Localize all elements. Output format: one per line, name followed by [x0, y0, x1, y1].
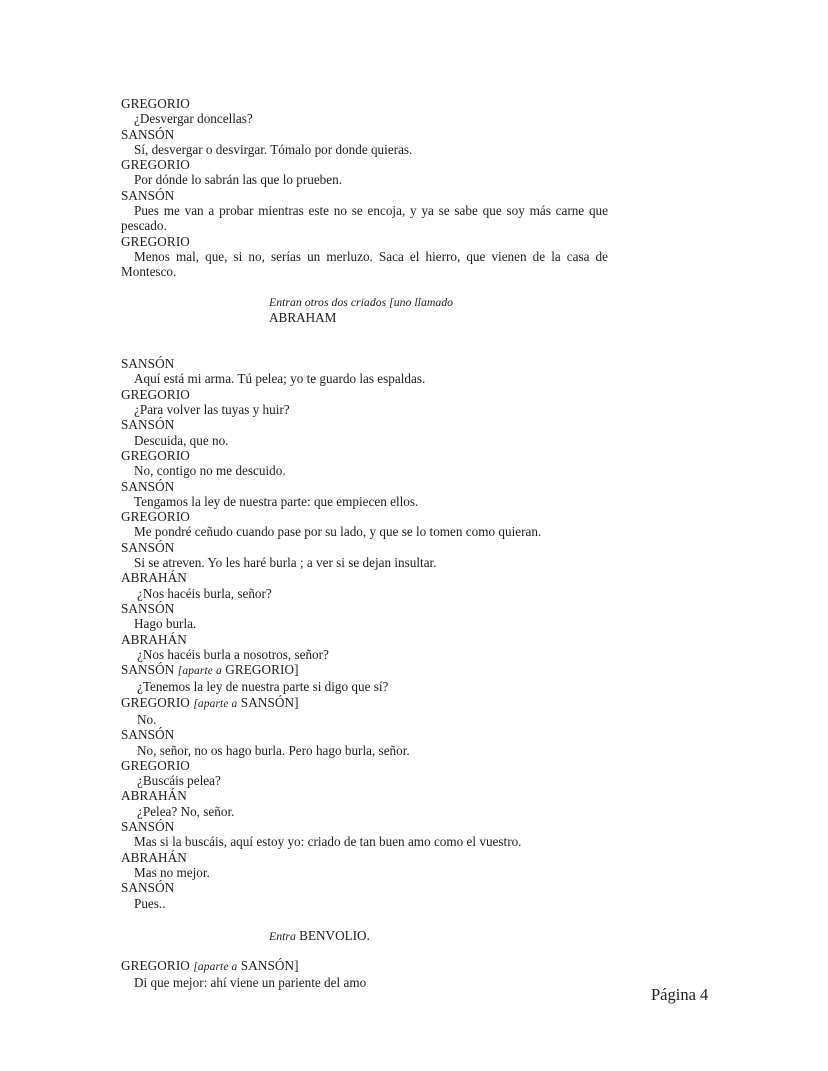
speaker-name: SANSÓN	[121, 417, 175, 433]
speaker-name: SANSÓN	[121, 727, 175, 743]
dialogue-line: Hago burla.	[134, 616, 197, 632]
dialogue-line: ¿Buscáis pelea?	[137, 773, 221, 789]
dialogue-line: Si se atreven. Yo les haré burla ; a ver si se dejan insultar.	[134, 555, 437, 571]
stage-direction	[121, 928, 608, 944]
speaker-name: ABRAHÁN	[121, 631, 187, 647]
dialogue-line: Pues me van a probar mientras este no se encoja, y ya se sabe que soy más carne que pescado.	[121, 203, 608, 234]
speaker-with-aside	[121, 695, 608, 712]
speaker-name: GREGORIO	[121, 958, 190, 974]
speaker-name: SANSÓN	[121, 662, 175, 678]
dialogue-line: Mas no mejor.	[134, 864, 210, 880]
aside-target: SANSÓN]	[240, 694, 299, 710]
aside-target: SANSÓN]	[240, 958, 299, 974]
dialogue-line: Menos mal, que, si no, serías un merluzo. Saca el hierro, que vienen de la casa de Montesco.	[121, 248, 608, 280]
speaker-name: SANSÓN	[121, 356, 175, 372]
aside-direction: [aparte a	[177, 665, 222, 678]
stage-direction-italic: Entra	[269, 928, 296, 943]
dialogue-line: ¿Nos hacéis burla a nosotros, señor?	[137, 646, 329, 662]
dialogue-line: Descuida, que no.	[134, 432, 229, 448]
aside-direction: [aparte a	[193, 697, 238, 710]
page-number: Página 4	[651, 985, 709, 1004]
stage-direction-character: ABRAHAM	[269, 309, 337, 325]
dialogue-line: Me pondré ceñudo cuando pase por su lado, y que se lo tomen como quieran.	[134, 524, 542, 540]
stage-direction-character: BENVOLIO.	[299, 927, 370, 943]
speaker-name: GREGORIO	[121, 157, 190, 173]
speaker-name: GREGORIO	[121, 233, 190, 249]
dialogue-line: ¿Para volver las tuyas y huir?	[134, 402, 290, 418]
speaker-name: SANSÓN	[121, 819, 175, 835]
speaker-name: SANSÓN	[121, 880, 175, 896]
dialogue-line: Aquí está mi arma. Tú pelea; yo te guardo las espaldas.	[134, 371, 426, 387]
dialogue-line: Di que mejor: ahí viene un pariente del amo	[134, 975, 367, 991]
dialogue-line: Por dónde lo sabrán las que lo prueben.	[134, 172, 343, 188]
dialogue-line: ¿Tenemos la ley de nuestra parte si digo que sí?	[137, 679, 389, 695]
dialogue-line: Tengamos la ley de nuestra parte: que empiecen ellos.	[134, 493, 419, 509]
speaker-name: GREGORIO	[121, 447, 190, 463]
stage-direction	[121, 295, 608, 326]
dialogue-line: Mas si la buscáis, aquí estoy yo: criado de tan buen amo como el vuestro.	[134, 834, 522, 850]
dialogue-line: ¿Pelea? No, señor.	[137, 803, 235, 819]
aside-target: GREGORIO]	[225, 662, 299, 678]
speaker-name: ABRAHÁN	[121, 788, 187, 804]
speaker-name: ABRAHÁN	[121, 849, 187, 865]
aside-direction: [aparte a	[193, 961, 238, 974]
speaker-name: ABRAHÁN	[121, 570, 187, 586]
speaker-with-aside	[121, 662, 608, 679]
speaker-name: SANSÓN	[121, 126, 175, 142]
dialogue-line: No, contigo no me descuido.	[134, 463, 286, 479]
speaker-name: SANSÓN	[121, 539, 175, 555]
speaker-with-aside	[121, 958, 608, 975]
speaker-name: GREGORIO	[121, 96, 190, 111]
speaker-name: GREGORIO	[121, 694, 190, 710]
speaker-name: SANSÓN	[121, 478, 175, 494]
speaker-name: SANSÓN	[121, 187, 175, 203]
speaker-name: SANSÓN	[121, 600, 175, 616]
script-page	[121, 96, 608, 991]
stage-direction-italic: Entran otros dos criados [uno llamado	[269, 294, 454, 309]
speaker-name: GREGORIO	[121, 386, 190, 402]
dialogue-line: ¿Desvergar doncellas?	[134, 111, 253, 127]
dialogue-line: No, señor, no os hago burla. Pero hago burla, señor.	[137, 742, 410, 758]
dialogue-line: Pues..	[134, 895, 166, 911]
dialogue-line: ¿Nos hacéis burla, señor?	[137, 585, 272, 601]
speaker-name: GREGORIO	[121, 509, 190, 525]
dialogue-line: Sí, desvergar o desvirgar. Tómalo por donde quieras.	[134, 141, 413, 157]
speaker-name: GREGORIO	[121, 757, 190, 773]
dialogue-line: No.	[137, 711, 157, 727]
